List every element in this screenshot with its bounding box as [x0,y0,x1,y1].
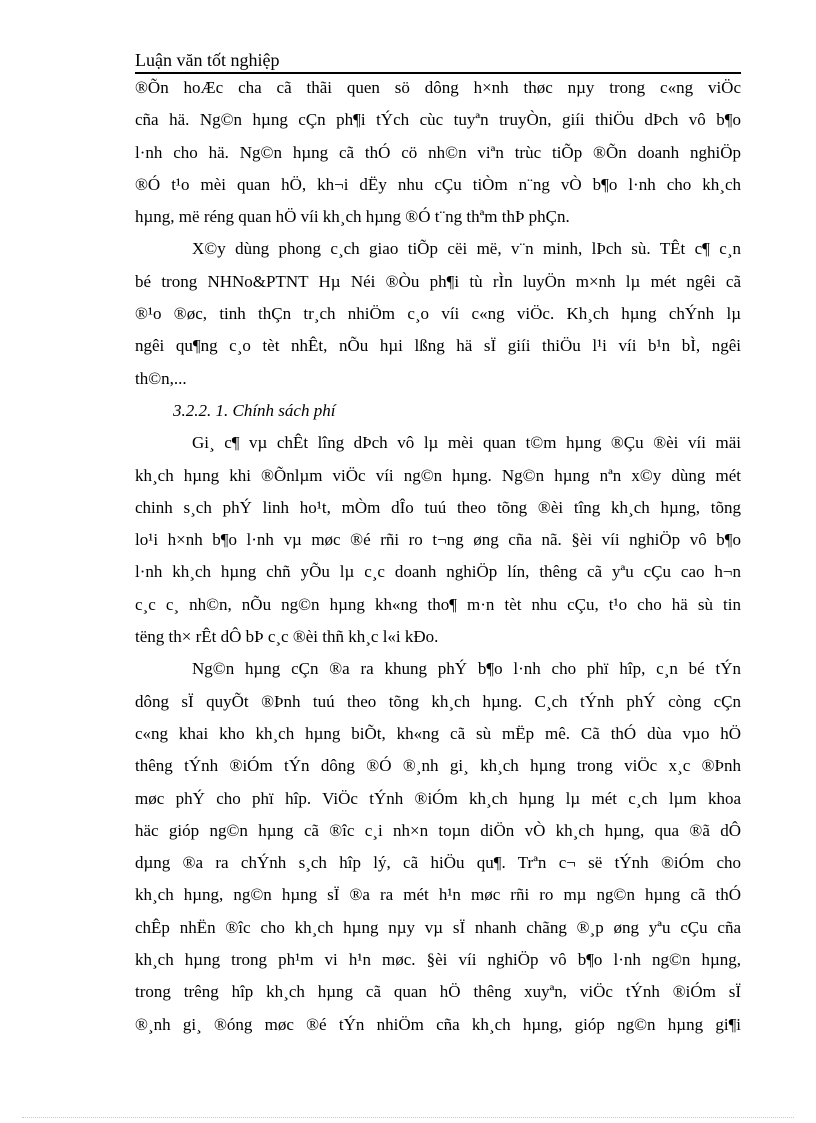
text-line: cña hä. Ng©n hµng cÇn ph¶i tÝch cùc tuyªn truyÒn, giíi thiÖu dÞch vô b¶o [135,110,741,130]
page-bottom-divider [22,1117,794,1118]
running-header: Luận văn tốt nghiệp [135,50,280,70]
text-line: møc phÝ cho phï hîp. ViÖc tÝnh ®iÓm kh¸ch hµng lµ mét c¸ch lµm khoa [135,788,741,808]
text-line: X©y dùng phong c¸ch giao tiÕp cëi më, v¨n minh, lÞch sù. TÊt c¶ c¸n [192,239,741,259]
text-line: häc gióp ng©n hµng cã ®îc c¸i nh×n toµn diÖn vÒ kh¸ch hµng, qua ®ã dÔ [135,820,741,840]
text-line: kh¸ch hµng trong ph¹m vi h¹n møc. §èi víi nghiÖp vô b¶o l·nh ng©n hµng, [135,950,741,970]
text-line: ®Ó t¹o mèi quan hÖ, kh¬i dËy nhu cÇu tiÒm n¨ng vÒ b¶o l·nh cho kh¸ch [135,174,741,194]
text-line: chinh s¸ch phÝ linh ho¹t, mÒm dÎo tuú theo tõng ®èi tîng kh¸ch hµng, tõng [135,497,741,517]
text-line: c«ng khai kho kh¸ch hµng biÕt, kh«ng cã sù mËp mê. Cã thÓ dùa vµo hÖ [135,723,741,743]
text-line: ®¸nh gi¸ ®óng møc ®é tÝn nhiÖm cña kh¸ch hµng, gióp ng©n hµng gi¶i [135,1014,741,1034]
text-line: lo¹i h×nh b¶o l·nh vµ møc ®é rñi ro t¬ng øng cña nã. §èi víi nghiÖp vô b¶o [135,530,741,550]
text-line: kh¸ch hµng, ng©n hµng sÏ ®a ra mét h¹n møc rñi ro mµ ng©n hµng cã thÓ [135,885,741,905]
text-line: ngêi qu¶ng c¸o tèt nhÊt, nÕu hµi lßng hä sÏ giíi thiÖu l¹i víi b¹n bÌ, ngêi [135,336,741,356]
text-line: c¸c c¸ nh©n, nÕu ng©n hµng kh«ng tho¶ m·n tèt nhu cÇu, t¹o cho hä sù tin [135,594,741,614]
text-line: bé trong NHNo&PTNT Hµ Néi ®Òu ph¶i tù rÌn luyÖn m×nh lµ mét ngêi cã [135,271,741,291]
text-line: dµng ®a ra chÝnh s¸ch hîp lý, cã hiÖu qu¶. Trªn c¬ së tÝnh ®iÓm cho [135,853,741,873]
text-line: dông sÏ quyÕt ®Þnh tuú theo tõng kh¸ch hµng. C¸ch tÝnh phÝ còng cÇn [135,691,741,711]
text-line: Ng©n hµng cÇn ®a ra khung phÝ b¶o l·nh cho phï hîp, c¸n bé tÝn [192,659,741,679]
text-line: ®Õn hoÆc cha cã thãi quen sö dông h×nh thøc nµy trong c«ng viÖc [135,78,741,97]
section-heading: 3.2.2. 1. Chính sách phí [173,400,336,420]
body-text [135,72,741,1041]
text-line: Gi¸ c¶ vµ chÊt lîng dÞch vô lµ mèi quan t©m hµng ®Çu ®èi víi mäi [192,433,741,453]
text-line: l·nh kh¸ch hµng chñ yÕu lµ c¸c doanh nghiÖp lín, thêng cã yªu cÇu cao h¬n [135,562,741,582]
text-line: chÊp nhËn ®îc cho kh¸ch hµng nµy vµ sÏ nhanh chãng ®¸p øng yªu cÇu cña [135,917,741,937]
text-line: trong trêng hîp kh¸ch hµng cã quan hÖ thêng xuyªn, viÖc tÝnh ®iÓm sÏ [135,982,741,1002]
text-line: tëng th× rÊt dÔ bÞ c¸c ®èi thñ kh¸c l«i kÐo. [135,627,439,647]
text-line: th©n,... [135,368,187,388]
text-line: thêng tÝnh ®iÓm tÝn dông ®Ó ®¸nh gi¸ kh¸ch hµng trong viÖc x¸c ®Þnh [135,756,741,776]
text-line: hµng, më réng quan hÖ víi kh¸ch hµng ®Ó t¨ng thªm thÞ phÇn. [135,207,570,227]
text-line: kh¸ch hµng khi ®Õnlµm viÖc víi ng©n hµng. Ng©n hµng nªn x©y dùng mét [135,465,741,485]
text-line: l·nh cho hä. Ng©n hµng cã thÓ cö nh©n viªn trùc tiÕp ®Õn doanh nghiÖp [135,142,741,162]
text-line: ®¹o ®øc, tinh thÇn tr¸ch nhiÖm c¸o víi c«ng viÖc. Kh¸ch hµng chÝnh lµ [135,304,741,324]
